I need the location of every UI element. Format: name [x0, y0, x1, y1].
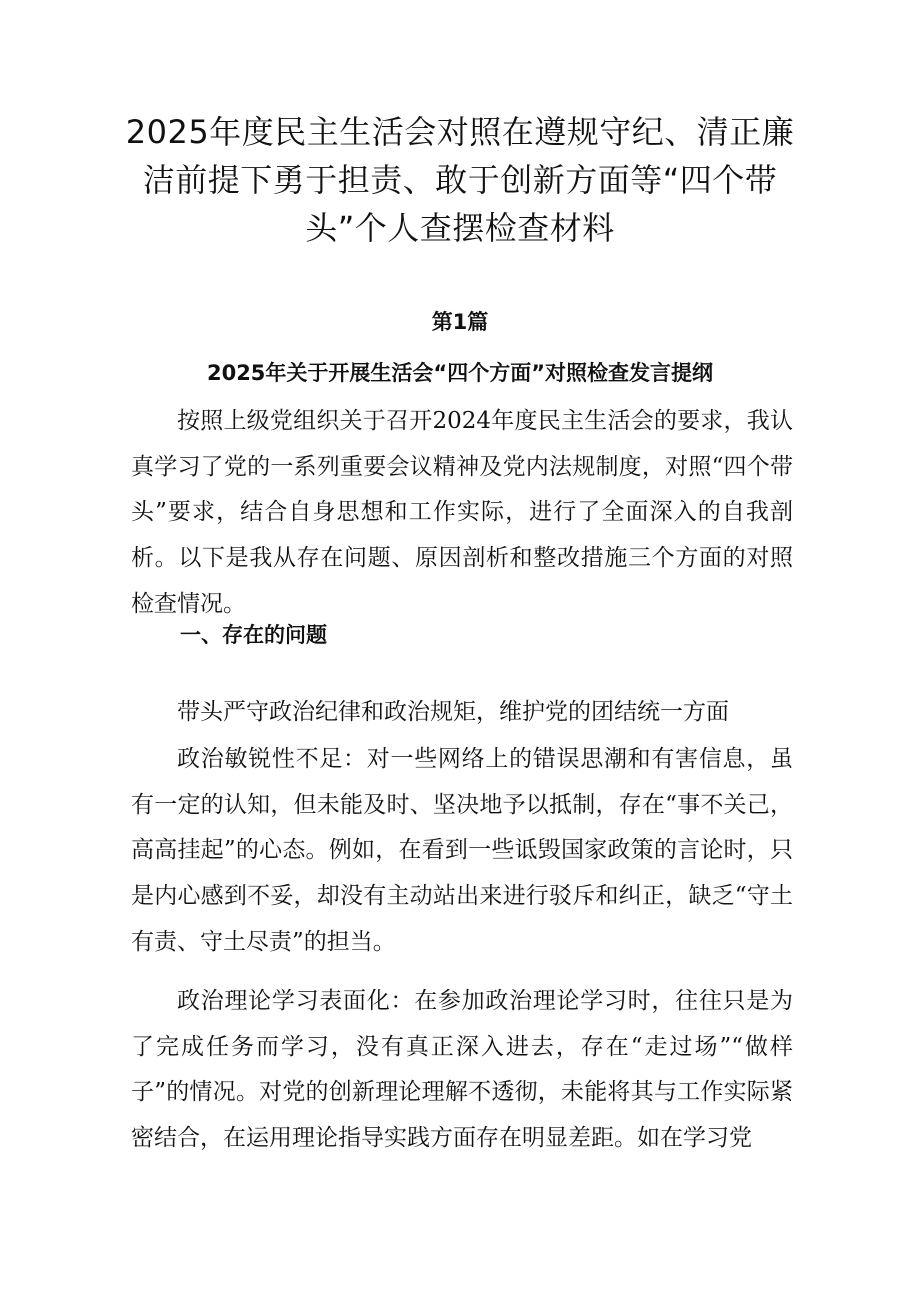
political-sensitivity-paragraph: 政治敏锐性不足：对一些网络上的错误思潮和有害信息，虽有一定的认知，但未能及时、坚决地予以抵制，存在“事不关己，高高挂起”的心态。例如，在看到一些诋毁国家政策的言论时，只是内心感到不妥，却没有主动站出来进行驳斥和纠正，缺乏“守土有责、守土尽责”的担当。	[131, 746, 793, 955]
subsection-paragraph: 带头严守政治纪律和政治规矩，维护党的团结统一方面	[177, 699, 729, 725]
section-number: 第1篇	[431, 310, 489, 334]
section-heading-problems: 一、存在的问题	[180, 623, 327, 647]
theory-study-paragraph: 政治理论学习表面化：在参加政治理论学习时，往往只是为了完成任务而学习，没有真正深入进去，存在“走过场”“做样子”的情况。对党的创新理论理解不透彻，未能将其与工作实际紧密结合，在运用理论指导实践方面存在明显差距。如在学习党	[131, 988, 793, 1152]
intro-paragraph: 按照上级党组织关于召开2024年度民主生活会的要求，我认真学习了党的一系列重要会议精神及党内法规制度，对照“四个带头”要求，结合自身思想和工作实际，进行了全面深入的自我剖析。以下是我从存在问题、原因剖析和整改措施三个方面的对照检查情况。	[131, 408, 793, 617]
document-title: 2025年度民主生活会对照在遵规守纪、清正廉洁前提下勇于担责、敢于创新方面等“四个带头”个人查摆检查材料	[125, 113, 795, 247]
document-subtitle: 2025年关于开展生活会“四个方面”对照检查发言提纲	[206, 361, 714, 385]
